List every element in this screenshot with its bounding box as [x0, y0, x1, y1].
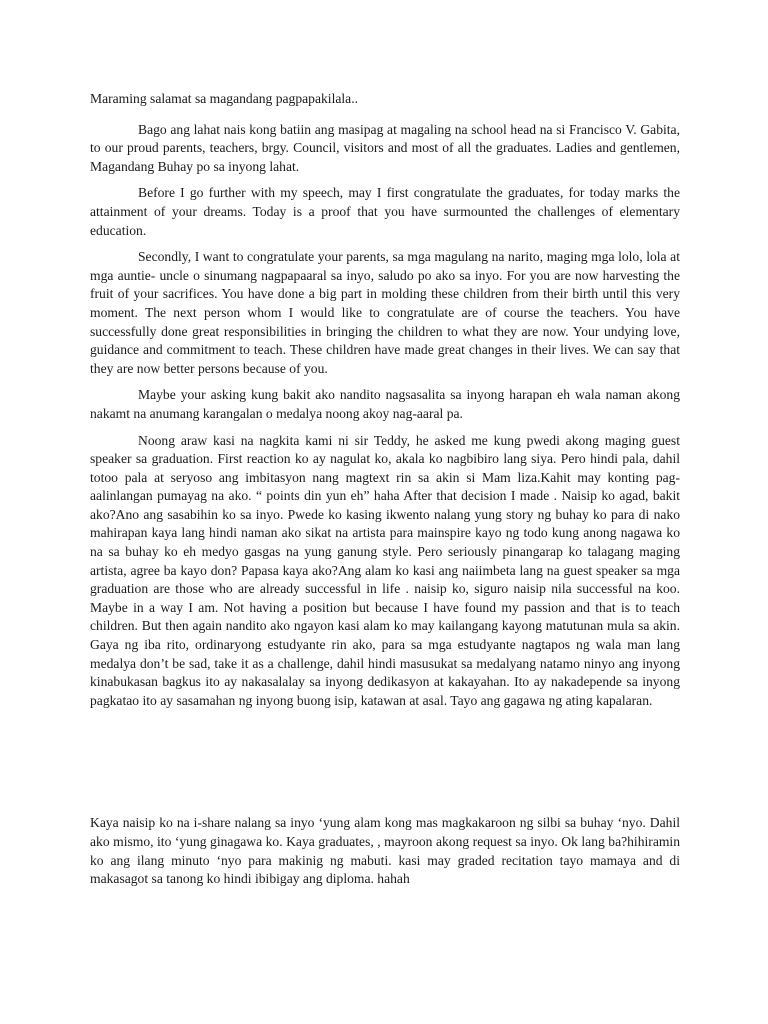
- paragraph-congratulate-parents-teachers: Secondly, I want to congratulate your parents, sa mga magulang na narito, maging mga lolo, lola at mga auntie- uncle o sinumang nagpapaaral sa inyo, saludo po ako sa inyo. For you are now harvesting the fruit of your sacrifices. You have done a big part in molding these children from their birth until this very moment. The next person whom I would like to congratulate are of course the teachers. You have successfully done great responsibilities in bringing the children to what they are now. Your undying love, guidance and commitment to teach. These children have made great changes in their lives. We can say that they are now better persons because of you.: [90, 249, 680, 376]
- paragraph-closing: Kaya naisip ko na i-share nalang sa inyo ‘yung alam kong mas magkakaroon ng silbi sa buhay ‘nyo. Dahil ako mismo, ito ‘yung ginagawa ko. Kaya graduates, , mayroon akong request sa inyo. Ok lang ba?hihiramin ko ang ilang minuto ‘nyo para makinig ng mabuti. kasi may graded recitation tayo mamaya and di makasagot sa tanong ko hindi ibibigay ang diploma. hahah: [90, 815, 680, 887]
- paragraph-congratulate-graduates: Before I go further with my speech, may I first congratulate the graduates, for today marks the attainment of your dreams. Today is a proof that you have surmounted the challenges of elementary education.: [90, 185, 680, 238]
- paragraph-story: Noong araw kasi na nagkita kami ni sir Teddy, he asked me kung pwedi akong maging guest speaker sa graduation. First reaction ko ay nagulat ko, akala ko nagbibiro lang siya. Pero hindi pala, dahil totoo pala at seryoso ang imbitasyon nang magtext rin sa akin si Mam liza.Kahit may konting pag-aalinlangan pumayag na ako. “ points din yun eh” haha After that decision I made . Naisip ko agad, bakit ako?Ano ang sasabihin ko sa inyo. Pwede ko kasing ikwento nalang yung story ng buhay ko para di nako mahirapan kaya lang hindi naman ako sikat na artista para mainspire kayo ng todo kung anong nagawa ko na sa buhay ko eh medyo gasgas na yung ganung style. Pero seriously pinangarap ko talagang maging artista, agree ba kayo don? Papasa kaya ako?Ang alam ko kasi ang naiimbeta lang na guest speaker sa mga graduation are those who are already successful in life . naisip ko, siguro naisip nila successful na koo. Maybe in a way I am. Not having a position but because I have found my passion and that is to teach children. But then again nandito ako ngayon kasi alam ko may kailangang kayong matutunan mula sa akin. Gaya ng iba rito, ordinaryong estudyante rin ako, para sa mga estudyante nagtapos ng wala man lang medalya don’t be sad, take it as a challenge, dahil hindi masusukat sa medalyang natamo ninyo ang inyong kinabukasan bagkus ito ay nakasalalay sa inyong dedikasyon at kakayahan. Ito ay nakadepende sa inyong pagkatao ito ay sasamahan ng inyong buong isip, katawan at asal. Tayo ang gagawa ng ating kapalaran.: [90, 432, 680, 708]
- document-page: [90, 90, 680, 897]
- paragraph-greeting: Bago ang lahat nais kong batiin ang masipag at magaling na school head na si Francisco V. Gabita, to our proud parents, teachers, brgy. Council, visitors and most of all the graduates. Ladies and gentlemen, Magandang Buhay po sa inyong lahat.: [90, 121, 680, 174]
- salutation-line: Maraming salamat sa magandang pagpapakilala..: [90, 91, 358, 106]
- paragraph-why-speaking: Maybe your asking kung bakit ako nandito nagsasalita sa inyong harapan eh wala naman akong nakamt na anumang karangalan o medalya noong akoy nag-aaral pa.: [90, 387, 680, 421]
- section-gap: [90, 718, 680, 814]
